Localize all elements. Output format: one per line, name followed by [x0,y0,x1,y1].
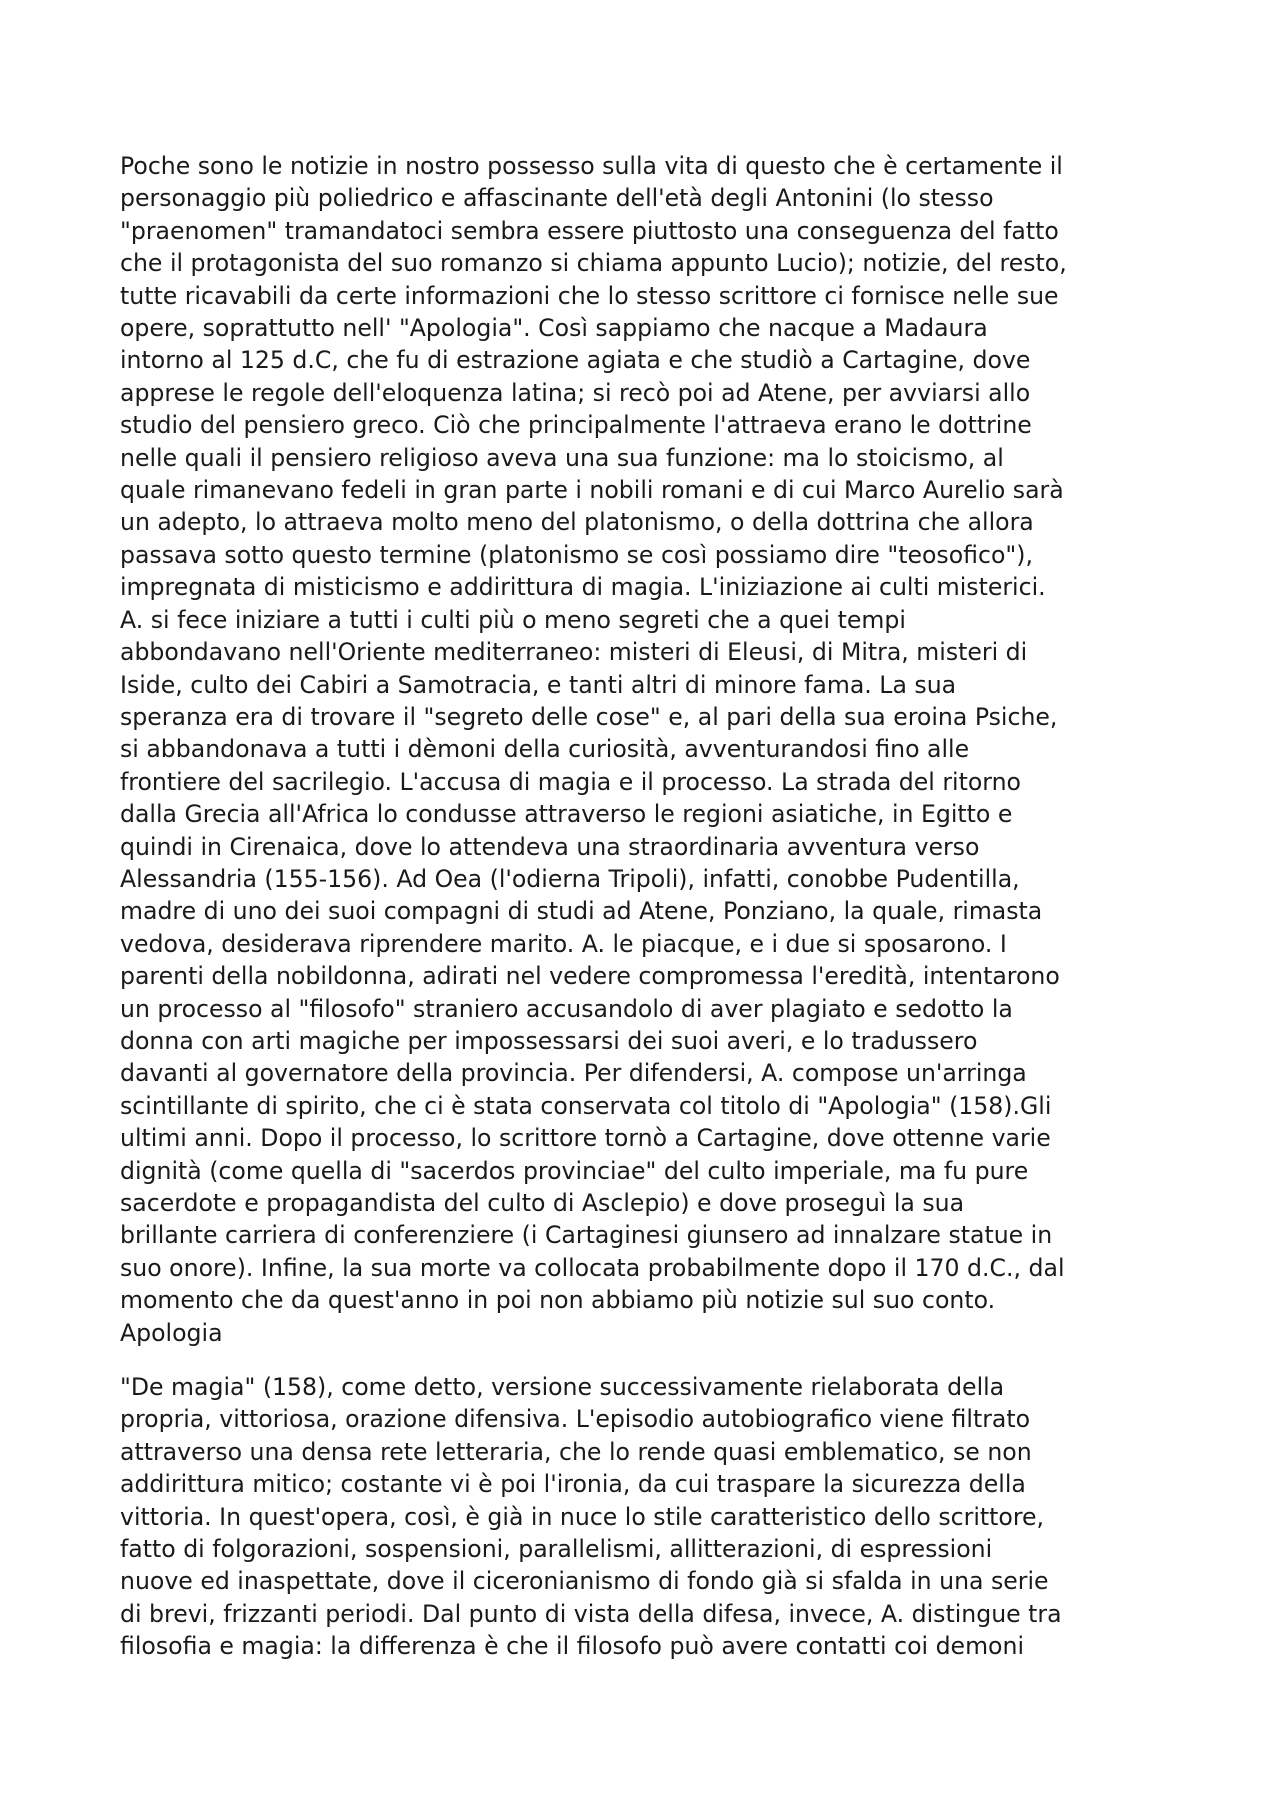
text-line: attraverso una densa rete letteraria, che lo rende quasi emblematico, se non [120,1437,1032,1466]
text-line: suo onore). Infine, la sua morte va collocata probabilmente dopo il 170 d.C., dal [120,1253,1065,1282]
text-line: sacerdote e propagandista del culto di Asclepio) e dove proseguì la sua [120,1189,965,1217]
text-line: nuove ed inaspettate, dove il ciceronianismo di fondo già si sfalda in una serie [120,1567,1049,1596]
text-line: intorno al 125 d.C, che fu di estrazione agiata e che studiò a Cartagine, dove [120,346,1031,375]
text-line: madre di uno dei suoi compagni di studi ad Atene, Ponziano, la quale, rimasta [120,897,1043,926]
text-line: speranza era di trovare il "segreto delle cose" e, al pari della sua eroina Psiche, [120,702,1058,731]
text-line: studio del pensiero greco. Ciò che principalmente l'attraeva erano le dottrine [120,411,1032,440]
text-line: filosofia e magia: la differenza è che il filosofo può avere contatti coi demoni [120,1632,1024,1661]
text-line: nelle quali il pensiero religioso aveva una sua funzione: ma lo stoicismo, al [120,443,1004,472]
text-line: davanti al governatore della provincia. Per difendersi, A. compose un'arringa [120,1059,1027,1088]
text-line: opere, soprattutto nell' "Apologia". Così sappiamo che nacque a Madaura [120,314,988,343]
text-line: passava sotto questo termine (platonismo se così possiamo dire "teosofico"), [120,540,1033,569]
text-line: Apologia [120,1318,223,1347]
text-line: parenti della nobildonna, adirati nel vedere compromessa l'eredità, intentarono [120,962,1060,991]
text-line: Alessandria (155-156). Ad Oea (l'odierna Tripoli), infatti, conobbe Pudentilla, [120,864,1020,893]
text-line: brillante carriera di conferenziere (i Cartaginesi giunsero ad innalzare statue in [120,1221,1053,1250]
text-line: fatto di folgorazioni, sospensioni, parallelismi, allitterazioni, di espressioni [120,1535,993,1564]
text-line: dignità (come quella di "sacerdos provinciae" del culto imperiale, ma fu pure [120,1156,1029,1185]
text-line: apprese le regole dell'eloquenza latina; si recò poi ad Atene, per avviarsi allo [120,378,1031,407]
text-line: dalla Grecia all'Africa lo condusse attraverso le regioni asiatiche, in Egitto e [120,800,1013,829]
text-line: si abbandonava a tutti i dèmoni della curiosità, avventurandosi fino alle [120,735,970,764]
text-line: tutte ricavabili da certe informazioni che lo stesso scrittore ci fornisce nelle sue [120,281,1059,310]
text-line: ultimi anni. Dopo il processo, lo scrittore tornò a Cartagine, dove ottenne varie [120,1124,1051,1153]
text-line: quale rimanevano fedeli in gran parte i nobili romani e di cui Marco Aurelio sarà [120,476,1064,505]
text-line: "De magia" (158), come detto, versione successivamente rielaborata della [120,1373,1005,1402]
text-line: che il protagonista del suo romanzo si chiama appunto Lucio); notizie, del resto, [120,249,1067,278]
document-page [120,150,1160,1663]
text-line: frontiere del sacrilegio. L'accusa di magia e il processo. La strada del ritorno [120,767,1021,796]
text-line: di brevi, frizzanti periodi. Dal punto di vista della difesa, invece, A. distingue tra [120,1599,1062,1628]
text-line: donna con arti magiche per impossessarsi dei suoi averi, e lo tradussero [120,1026,978,1055]
text-line: Iside, culto dei Cabiri a Samotracia, e tanti altri di minore fama. La sua [120,670,957,699]
text-line: addirittura mitico; costante vi è poi l'ironia, da cui traspare la sicurezza della [120,1470,1026,1499]
text-line: un adepto, lo attraeva molto meno del platonismo, o della dottrina che allora [120,508,1034,537]
paragraph-spacing [120,1349,1160,1371]
text-line: momento che da quest'anno in poi non abbiamo più notizie sul suo conto. [120,1286,996,1315]
text-line: Poche sono le notizie in nostro possesso sulla vita di questo che è certamente il [120,152,1063,180]
text-line: un processo al "filosofo" straniero accusandolo di aver plagiato e sedotto la [120,994,1013,1023]
text-line: vittoria. In quest'opera, così, è già in nuce lo stile caratteristico dello scrittore, [120,1502,1045,1531]
text-line: personaggio più poliedrico e affascinante dell'età degli Antonini (lo stesso [120,184,994,213]
text-line: impregnata di misticismo e addirittura di magia. L'iniziazione ai culti misterici. [120,573,1046,602]
body-paragraph-de-magia [120,1371,1160,1663]
text-line: A. si fece iniziare a tutti i culti più o meno segreti che a quei tempi [120,605,906,634]
text-line: quindi in Cirenaica, dove lo attendeva una straordinaria avventura verso [120,832,980,861]
body-paragraph-biography [120,150,1160,1349]
text-line: vedova, desiderava riprendere marito. A. le piacque, e i due si sposarono. I [120,929,1007,958]
text-line: "praenomen" tramandatoci sembra essere piuttosto una conseguenza del fatto [120,216,1059,245]
text-line: scintillante di spirito, che ci è stata conservata col titolo di "Apologia" (158).Gli [120,1091,1052,1120]
text-line: propria, vittoriosa, orazione difensiva. L'episodio autobiografico viene filtrato [120,1405,1031,1434]
text-line: abbondavano nell'Oriente mediterraneo: misteri di Eleusi, di Mitra, misteri di [120,638,1028,667]
